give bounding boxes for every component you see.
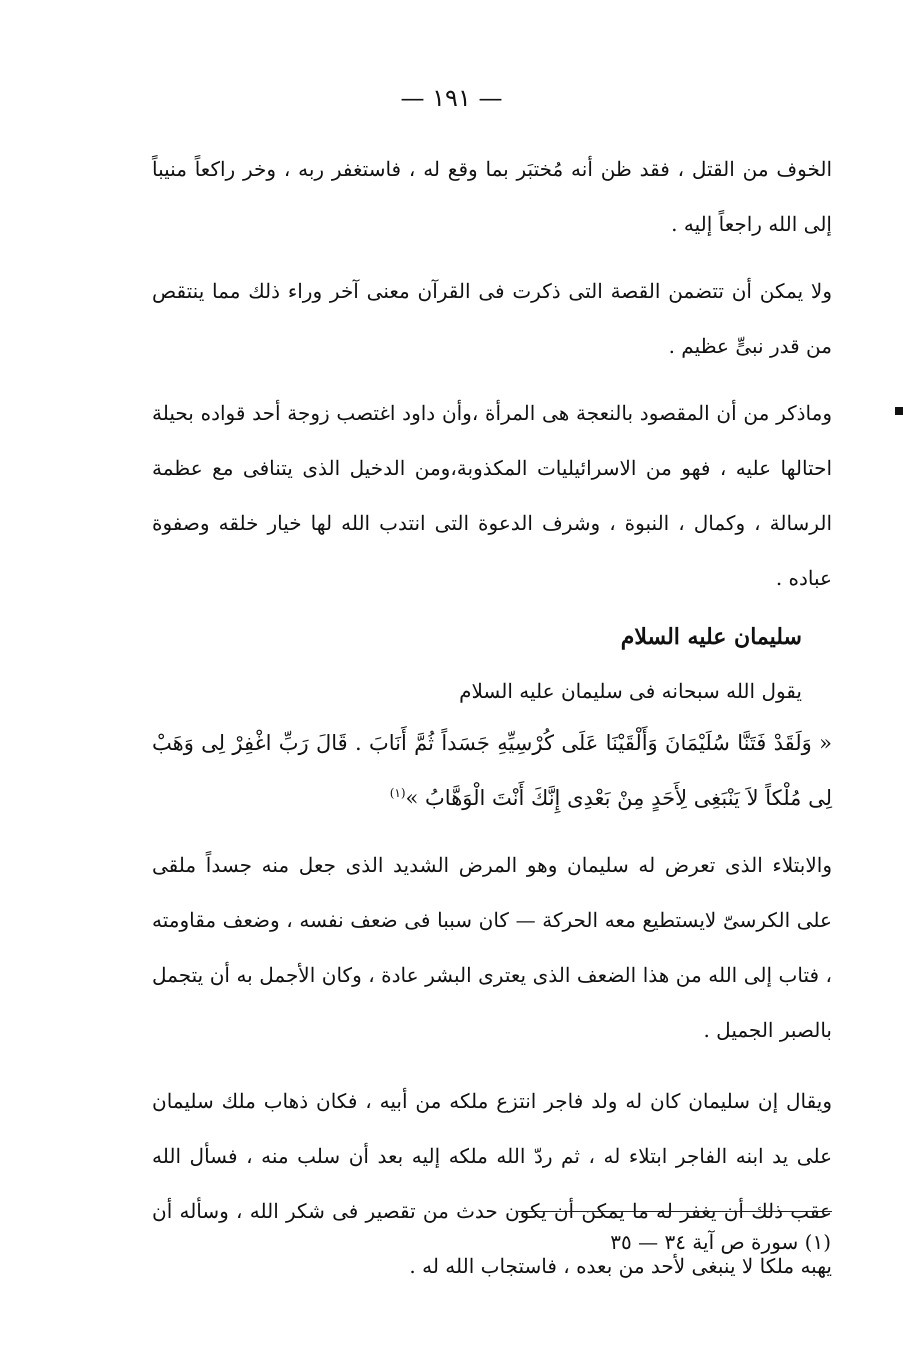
paragraph-2: ولا يمكن أن تتضمن القصة التى ذكرت فى القرآن معنى آخر وراء ذلك مما ينتقص من قدر نبىٍّ عظيم . bbox=[152, 279, 832, 358]
paragraph-1: الخوف من القتل ، فقد ظن أنه مُختبَر بما وقع له ، فاستغفر ربه ، وخر راكعاً منيباً إلى الله راجعاً إليه . bbox=[152, 157, 833, 236]
quran-quote bbox=[152, 716, 832, 826]
quran-quote-text: « وَلَقَدْ فَتَنَّا سُلَيْمَانَ وَأَلْقَيْنَا عَلَى كُرْسِيِّهِ جَسَداً ثُمَّ أَنَابَ . قَالَ رَبِّ اغْفِرْ لِى وَهَبْ لِى مُلْكاً لاَ يَنْبَغِى لِأَحَدٍ مِنْ بَعْدِى إِنَّكَ أَنْتَ الْوَهَّابُ » bbox=[152, 731, 832, 810]
footnote-divider bbox=[518, 1211, 832, 1212]
paragraph-3: وماذكر من أن المقصود بالنعجة هى المرأة ،وأن داود اغتصب زوجة أحد قواده بحيلة احتالها عليه ، فهو من الاسرائيليات المكذوبة،ومن الدخيل الذى يتنافى مع عظمة الرسالة ، وكمال ، النبوة ، وشرف الدعوة التى انتدب الله لها خيار خلقه وصفوة عباده . bbox=[152, 401, 832, 590]
paragraph-5: ويقال إن سليمان كان له ولد فاجر انتزع ملكه من أبيه ، فكان ذهاب ملك سليمان على يد ابنه الفاجر ابتلاء له ، ثم ردّ الله ملكه إليه بعد أن سلب منه ، فسأل الله عقب ذلك أن يغفر له ما يمكن أن يكون حدث من تقصير فى شكر الله ، وسأله أن يهبه ملكا لا ينبغى لأحد من بعده ، فاستجاب الله له . bbox=[152, 1089, 832, 1278]
page-number: — ١٩١ — bbox=[400, 84, 503, 112]
section-heading: سليمان عليه السلام bbox=[620, 624, 802, 650]
paragraph-4: والابتلاء الذى تعرض له سليمان وهو المرض الشديد الذى جعل منه جسداً ملقى على الكرسىّ لايستطيع معه الحركة — كان سببا فى ضعف نفسه ، وضعف مقاومته ، فتاب إلى الله من هذا الضعف الذى يعترى البشر عادة ، وكان الأجمل به أن يتجمل بالصبر الجميل . bbox=[152, 853, 832, 1042]
section-intro: يقول الله سبحانه فى سليمان عليه السلام bbox=[459, 679, 802, 703]
footnote-ref: (١) bbox=[389, 786, 406, 800]
page-body bbox=[152, 142, 832, 1294]
footnote: (١) سورة ص آية ٣٤ — ٣٥ bbox=[610, 1230, 831, 1254]
scan-edge-mark bbox=[895, 407, 903, 415]
